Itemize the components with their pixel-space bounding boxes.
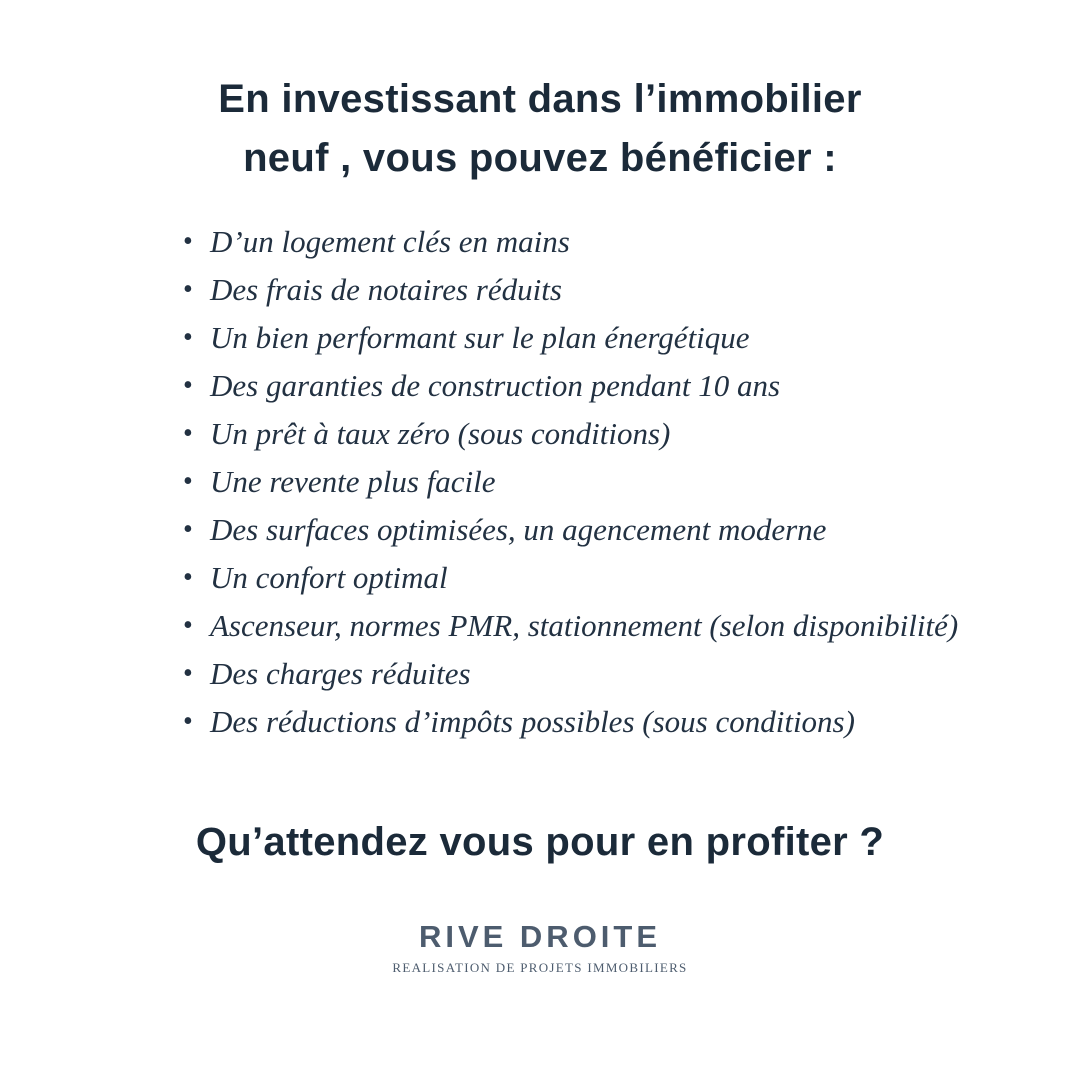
list-item [183,554,1003,602]
list-item-label: Des surfaces optimisées, un agencement moderne [210,512,827,547]
brand-name: RIVE DROITE [418,919,662,954]
bullet-icon: • [183,706,193,737]
bullet-icon: • [183,658,193,689]
list-item-label: Des charges réduites [210,656,471,691]
list-item [183,266,1003,314]
brand-tagline: REALISATION DE PROJETS IMMOBILIERS [392,960,688,975]
bullet-icon: • [183,514,193,545]
page-title [0,0,1080,188]
list-item [183,602,1003,650]
benefits-list [183,218,1003,746]
list-item [183,698,1003,746]
list-item [183,410,1003,458]
page-title-line1: En investissant dans l’immobilier [218,77,862,121]
bullet-icon: • [183,226,193,257]
bullet-icon: • [183,466,193,497]
list-item-label: Un prêt à taux zéro (sous conditions) [210,416,671,451]
list-item-label: Un confort optimal [210,560,448,595]
list-item [183,458,1003,506]
list-item [183,362,1003,410]
page-title-line2: neuf , vous pouvez bénéficier : [243,136,837,180]
bullet-icon: • [183,322,193,353]
bullet-icon: • [183,370,193,401]
brand-logo [0,919,1080,976]
list-item [183,506,1003,554]
list-item-label: Des réductions d’impôts possibles (sous conditions) [210,704,855,739]
bullet-icon: • [183,610,193,641]
list-item-label: D’un logement clés en mains [210,224,570,259]
list-item-label: Des frais de notaires réduits [210,272,562,307]
list-item-label: Un bien performant sur le plan énergétique [210,320,750,355]
list-item [183,218,1003,266]
bullet-icon: • [183,418,193,449]
list-item-label: Ascenseur, normes PMR, stationnement (selon disponibilité) [210,608,959,643]
list-item [183,314,1003,362]
bullet-icon: • [183,562,193,593]
list-item-label: Des garanties de construction pendant 10 ans [210,368,781,403]
question-heading: Qu’attendez vous pour en profiter ? [195,820,885,864]
list-item-label: Une revente plus facile [210,464,496,499]
bullet-icon: • [183,274,193,305]
list-item [183,650,1003,698]
